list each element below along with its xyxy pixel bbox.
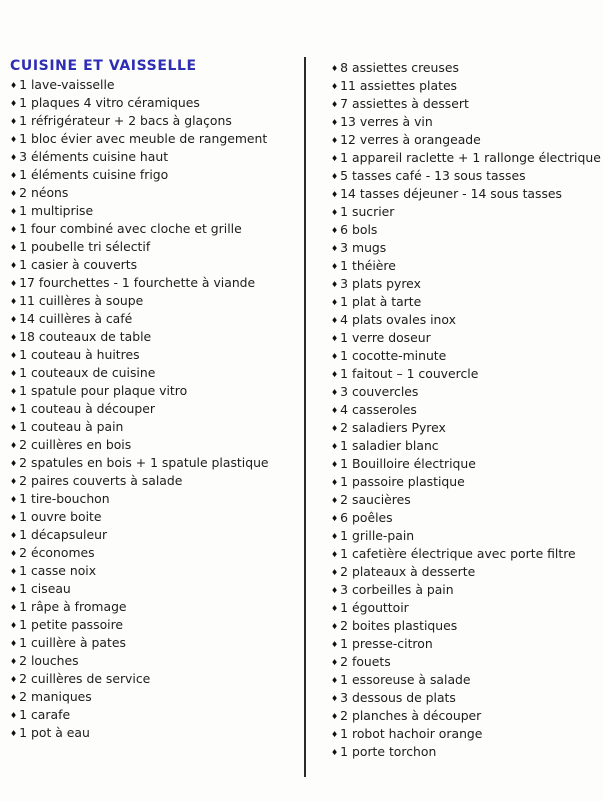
diamond-bullet-icon: ♦ [331, 243, 339, 253]
page-title: CUISINE ET VAISSELLE [10, 58, 197, 74]
list-item-text: 1 réfrigérateur + 2 bacs à glaçons [19, 113, 232, 128]
diamond-bullet-icon: ♦ [10, 314, 18, 324]
list-item-text: 2 saladiers Pyrex [340, 420, 446, 435]
list-item [331, 689, 601, 707]
list-item [331, 59, 601, 77]
list-item [331, 329, 601, 347]
list-item-text: 11 cuillères à soupe [19, 293, 144, 308]
diamond-bullet-icon: ♦ [331, 171, 339, 181]
diamond-bullet-icon: ♦ [10, 98, 18, 108]
diamond-bullet-icon: ♦ [10, 170, 18, 180]
list-item-text: 2 saucières [340, 492, 411, 507]
diamond-bullet-icon: ♦ [331, 153, 339, 163]
list-item-text: 1 ouvre boite [19, 509, 102, 524]
list-item-text: 1 verre doseur [340, 330, 431, 345]
list-item [10, 364, 304, 382]
list-item [10, 526, 304, 544]
list-item [10, 94, 304, 112]
list-item-text: 3 dessous de plats [340, 690, 456, 705]
diamond-bullet-icon: ♦ [331, 261, 339, 271]
diamond-bullet-icon: ♦ [331, 387, 339, 397]
diamond-bullet-icon: ♦ [331, 711, 339, 721]
diamond-bullet-icon: ♦ [10, 188, 18, 198]
list-item [331, 743, 601, 761]
diamond-bullet-icon: ♦ [331, 333, 339, 343]
right-item-list [331, 59, 601, 761]
list-item [10, 76, 304, 94]
list-item-text: 1 couteau à huitres [19, 347, 140, 362]
list-item-text: 1 porte torchon [340, 744, 437, 759]
diamond-bullet-icon: ♦ [331, 585, 339, 595]
diamond-bullet-icon: ♦ [331, 135, 339, 145]
list-item-text: 2 économes [19, 545, 95, 560]
diamond-bullet-icon: ♦ [10, 548, 18, 558]
diamond-bullet-icon: ♦ [10, 566, 18, 576]
diamond-bullet-icon: ♦ [10, 620, 18, 630]
list-item-text: 1 presse-citron [340, 636, 433, 651]
list-item [10, 220, 304, 238]
list-item-text: 2 planches à découper [340, 708, 482, 723]
list-item-text: 1 égouttoir [340, 600, 409, 615]
diamond-bullet-icon: ♦ [10, 224, 18, 234]
column-divider-line [304, 57, 306, 777]
diamond-bullet-icon: ♦ [331, 279, 339, 289]
list-item-text: 1 cocotte-minute [340, 348, 447, 363]
diamond-bullet-icon: ♦ [10, 332, 18, 342]
diamond-bullet-icon: ♦ [10, 674, 18, 684]
list-item [10, 166, 304, 184]
list-item-text: 1 couteau à pain [19, 419, 124, 434]
diamond-bullet-icon: ♦ [10, 206, 18, 216]
diamond-bullet-icon: ♦ [10, 494, 18, 504]
list-item-text: 14 cuillères à café [19, 311, 133, 326]
list-item-text: 2 maniques [19, 689, 92, 704]
list-item-text: 1 robot hachoir orange [340, 726, 483, 741]
diamond-bullet-icon: ♦ [10, 242, 18, 252]
list-item [10, 130, 304, 148]
list-item-text: 2 néons [19, 185, 69, 200]
diamond-bullet-icon: ♦ [10, 692, 18, 702]
list-item-text: 1 saladier blanc [340, 438, 439, 453]
diamond-bullet-icon: ♦ [331, 639, 339, 649]
list-item-text: 2 spatules en bois + 1 spatule plastique [19, 455, 269, 470]
list-item [331, 653, 601, 671]
list-item [10, 454, 304, 472]
diamond-bullet-icon: ♦ [331, 459, 339, 469]
list-item [10, 724, 304, 742]
list-item-text: 1 faitout – 1 couvercle [340, 366, 479, 381]
list-item [331, 725, 601, 743]
list-item-text: 1 casse noix [19, 563, 97, 578]
list-item [331, 473, 601, 491]
diamond-bullet-icon: ♦ [331, 369, 339, 379]
list-item-text: 5 tasses café - 13 sous tasses [340, 168, 526, 183]
list-item-text: 3 couvercles [340, 384, 419, 399]
list-item-text: 2 cuillères en bois [19, 437, 132, 452]
list-item-text: 2 plateaux à desserte [340, 564, 476, 579]
list-item-text: 2 cuillères de service [19, 671, 151, 686]
diamond-bullet-icon: ♦ [331, 477, 339, 487]
list-item [10, 562, 304, 580]
list-item [331, 527, 601, 545]
list-item-text: 1 couteaux de cuisine [19, 365, 156, 380]
list-item-text: 1 essoreuse à salade [340, 672, 471, 687]
list-item [331, 221, 601, 239]
list-item [10, 670, 304, 688]
left-item-list [10, 76, 304, 742]
diamond-bullet-icon: ♦ [331, 621, 339, 631]
list-item-text: 1 décapsuleur [19, 527, 108, 542]
list-item [331, 563, 601, 581]
list-item [10, 616, 304, 634]
list-item [10, 544, 304, 562]
diamond-bullet-icon: ♦ [331, 531, 339, 541]
list-item-text: 12 verres à orangeade [340, 132, 481, 147]
list-item-text: 1 Bouilloire électrique [340, 456, 476, 471]
diamond-bullet-icon: ♦ [331, 117, 339, 127]
diamond-bullet-icon: ♦ [331, 351, 339, 361]
list-item-text: 3 mugs [340, 240, 387, 255]
list-item [10, 346, 304, 364]
list-item-text: 3 corbeilles à pain [340, 582, 454, 597]
diamond-bullet-icon: ♦ [10, 368, 18, 378]
list-item [331, 635, 601, 653]
diamond-bullet-icon: ♦ [331, 603, 339, 613]
list-item-text: 3 plats pyrex [340, 276, 421, 291]
left-column [10, 57, 304, 742]
diamond-bullet-icon: ♦ [10, 512, 18, 522]
diamond-bullet-icon: ♦ [10, 638, 18, 648]
diamond-bullet-icon: ♦ [10, 422, 18, 432]
list-item-text: 1 petite passoire [19, 617, 124, 632]
list-item [331, 419, 601, 437]
list-item [10, 580, 304, 598]
diamond-bullet-icon: ♦ [331, 675, 339, 685]
list-item [10, 472, 304, 490]
list-item-text: 1 multiprise [19, 203, 94, 218]
list-item [10, 256, 304, 274]
list-item-text: 1 appareil raclette + 1 rallonge électrique [340, 150, 601, 165]
list-item [10, 598, 304, 616]
list-item-text: 1 ciseau [19, 581, 71, 596]
list-item-text: 7 assiettes à dessert [340, 96, 469, 111]
list-item [331, 383, 601, 401]
list-item-text: 1 four combiné avec cloche et grille [19, 221, 242, 236]
list-item-text: 1 spatule pour plaque vitro [19, 383, 188, 398]
list-item [10, 634, 304, 652]
list-item [331, 401, 601, 419]
list-item [10, 148, 304, 166]
list-item-text: 1 plat à tarte [340, 294, 422, 309]
list-item [331, 545, 601, 563]
diamond-bullet-icon: ♦ [331, 63, 339, 73]
diamond-bullet-icon: ♦ [331, 513, 339, 523]
diamond-bullet-icon: ♦ [331, 405, 339, 415]
list-item [331, 185, 601, 203]
list-item [331, 617, 601, 635]
list-item [10, 184, 304, 202]
list-item [10, 274, 304, 292]
diamond-bullet-icon: ♦ [10, 260, 18, 270]
diamond-bullet-icon: ♦ [10, 656, 18, 666]
diamond-bullet-icon: ♦ [10, 476, 18, 486]
list-item [10, 688, 304, 706]
list-item [331, 671, 601, 689]
diamond-bullet-icon: ♦ [10, 584, 18, 594]
diamond-bullet-icon: ♦ [10, 440, 18, 450]
list-item-text: 1 poubelle tri sélectif [19, 239, 151, 254]
list-item-text: 1 sucrier [340, 204, 395, 219]
list-item [331, 203, 601, 221]
list-item [331, 275, 601, 293]
list-item-text: 1 bloc évier avec meuble de rangement [19, 131, 268, 146]
diamond-bullet-icon: ♦ [10, 710, 18, 720]
list-item-text: 1 râpe à fromage [19, 599, 127, 614]
list-item [331, 491, 601, 509]
diamond-bullet-icon: ♦ [331, 207, 339, 217]
list-item-text: 6 bols [340, 222, 378, 237]
diamond-bullet-icon: ♦ [331, 315, 339, 325]
list-item-text: 2 boites plastiques [340, 618, 458, 633]
list-item [331, 77, 601, 95]
list-item-text: 1 cuillère à pates [19, 635, 126, 650]
diamond-bullet-icon: ♦ [331, 657, 339, 667]
list-item [331, 509, 601, 527]
diamond-bullet-icon: ♦ [331, 567, 339, 577]
list-item [331, 239, 601, 257]
diamond-bullet-icon: ♦ [10, 80, 18, 90]
list-item [331, 293, 601, 311]
list-item-text: 3 éléments cuisine haut [19, 149, 169, 164]
list-item-text: 18 couteaux de table [19, 329, 152, 344]
list-item [10, 400, 304, 418]
list-item [331, 599, 601, 617]
list-item-text: 4 plats ovales inox [340, 312, 456, 327]
list-item [10, 202, 304, 220]
diamond-bullet-icon: ♦ [10, 458, 18, 468]
diamond-bullet-icon: ♦ [331, 99, 339, 109]
list-item [10, 706, 304, 724]
list-item-text: 1 tire-bouchon [19, 491, 110, 506]
list-item [10, 490, 304, 508]
diamond-bullet-icon: ♦ [331, 225, 339, 235]
diamond-bullet-icon: ♦ [10, 728, 18, 738]
list-item-text: 1 plaques 4 vitro céramiques [19, 95, 200, 110]
diamond-bullet-icon: ♦ [10, 602, 18, 612]
list-item-text: 1 grille-pain [340, 528, 415, 543]
list-item [331, 95, 601, 113]
list-item [10, 328, 304, 346]
list-item [10, 310, 304, 328]
list-item [10, 238, 304, 256]
diamond-bullet-icon: ♦ [331, 441, 339, 451]
diamond-bullet-icon: ♦ [10, 350, 18, 360]
diamond-bullet-icon: ♦ [331, 81, 339, 91]
list-item [331, 311, 601, 329]
diamond-bullet-icon: ♦ [10, 278, 18, 288]
list-item-text: 11 assiettes plates [340, 78, 458, 93]
list-item-text: 1 éléments cuisine frigo [19, 167, 169, 182]
list-item-text: 1 couteau à découper [19, 401, 155, 416]
list-item [10, 508, 304, 526]
diamond-bullet-icon: ♦ [10, 386, 18, 396]
list-item [331, 365, 601, 383]
list-item-text: 1 lave-vaisselle [19, 77, 115, 92]
list-item-text: 2 paires couverts à salade [19, 473, 183, 488]
list-item [10, 418, 304, 436]
list-item-text: 4 casseroles [340, 402, 417, 417]
diamond-bullet-icon: ♦ [331, 693, 339, 703]
list-item [10, 436, 304, 454]
list-item-text: 1 carafe [19, 707, 71, 722]
list-item [331, 581, 601, 599]
diamond-bullet-icon: ♦ [10, 134, 18, 144]
right-column [331, 59, 601, 761]
list-item-text: 2 fouets [340, 654, 391, 669]
list-item [331, 149, 601, 167]
list-item-text: 1 pot à eau [19, 725, 90, 740]
list-item [10, 292, 304, 310]
diamond-bullet-icon: ♦ [10, 530, 18, 540]
diamond-bullet-icon: ♦ [331, 189, 339, 199]
list-item-text: 2 louches [19, 653, 79, 668]
list-item-text: 14 tasses déjeuner - 14 sous tasses [340, 186, 563, 201]
list-item [331, 347, 601, 365]
diamond-bullet-icon: ♦ [10, 296, 18, 306]
list-item-text: 1 casier à couverts [19, 257, 138, 272]
list-item [331, 437, 601, 455]
diamond-bullet-icon: ♦ [331, 549, 339, 559]
diamond-bullet-icon: ♦ [331, 729, 339, 739]
list-item [10, 652, 304, 670]
diamond-bullet-icon: ♦ [331, 495, 339, 505]
diamond-bullet-icon: ♦ [331, 297, 339, 307]
list-item [331, 113, 601, 131]
diamond-bullet-icon: ♦ [10, 404, 18, 414]
list-item [331, 131, 601, 149]
diamond-bullet-icon: ♦ [331, 423, 339, 433]
list-item [331, 455, 601, 473]
list-item-text: 6 poêles [340, 510, 393, 525]
list-item [331, 167, 601, 185]
list-item-text: 13 verres à vin [340, 114, 433, 129]
list-item-text: 1 théière [340, 258, 396, 273]
list-item [10, 382, 304, 400]
diamond-bullet-icon: ♦ [10, 116, 18, 126]
list-item-text: 17 fourchettes - 1 fourchette à viande [19, 275, 256, 290]
diamond-bullet-icon: ♦ [331, 747, 339, 757]
list-item [331, 707, 601, 725]
list-item-text: 1 passoire plastique [340, 474, 465, 489]
list-item [10, 112, 304, 130]
list-item [331, 257, 601, 275]
list-item-text: 8 assiettes creuses [340, 60, 459, 75]
list-item-text: 1 cafetière électrique avec porte filtre [340, 546, 576, 561]
diamond-bullet-icon: ♦ [10, 152, 18, 162]
